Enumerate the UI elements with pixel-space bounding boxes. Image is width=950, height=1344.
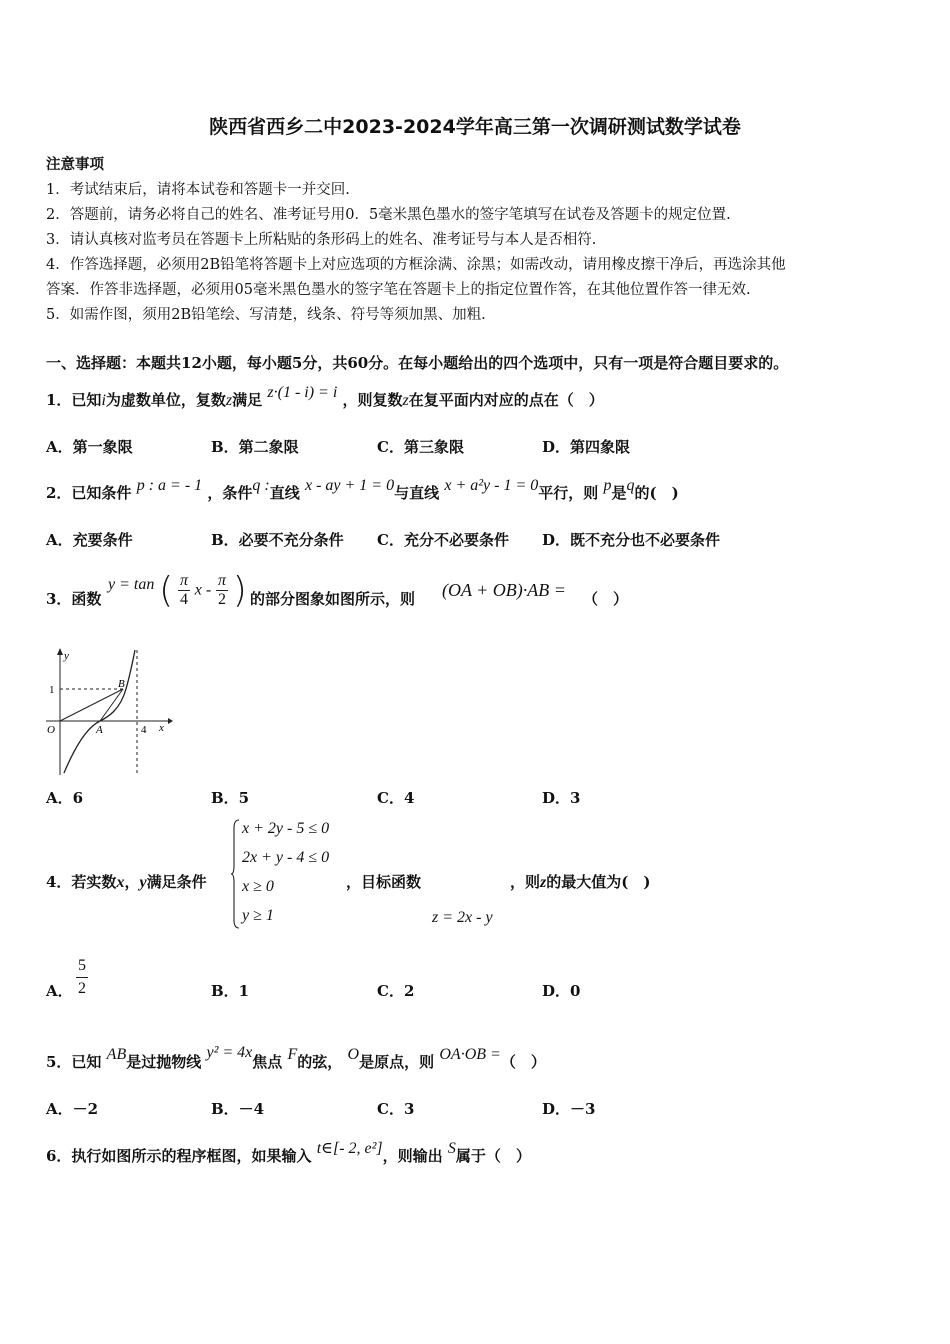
right-paren: ) bbox=[232, 570, 247, 611]
objective-function: z = 2x - y bbox=[432, 909, 493, 926]
denominator: 2 bbox=[217, 591, 226, 608]
graph-O-label: O bbox=[47, 724, 55, 736]
q6-text: 6．执行如图所示的程序框图，如果输入 bbox=[46, 1147, 312, 1165]
q5-text: 的弦， bbox=[297, 1053, 343, 1071]
q5-option-a[interactable]: A．－2 bbox=[46, 1100, 99, 1118]
q2-option-b[interactable]: B．必要不充分条件 bbox=[211, 531, 344, 549]
q1-option-c[interactable]: C．第三象限 bbox=[377, 438, 464, 456]
input-range: t∈[- 2, e²] bbox=[316, 1140, 383, 1157]
segment-OB bbox=[60, 689, 123, 721]
vector-expression: (OA + OB)·AB = bbox=[442, 580, 566, 600]
tan-label: y = tan bbox=[108, 575, 155, 593]
numerator: π bbox=[179, 572, 188, 589]
constraint-1: x + 2y - 5 ≤ 0 bbox=[242, 820, 330, 837]
q2-option-a[interactable]: A．充要条件 bbox=[46, 531, 133, 549]
q5-text: 5．已知 bbox=[46, 1053, 102, 1071]
q3-text-c: （ ） bbox=[583, 590, 629, 608]
question-6 bbox=[46, 1140, 531, 1166]
numerator: 5 bbox=[76, 955, 88, 978]
q2-text: 平行，则 bbox=[538, 484, 599, 502]
note-item: 5．如需作图，须用2B铅笔绘、写清楚，线条、符号等须加黑、加粗. bbox=[46, 307, 486, 323]
condition-q: q : bbox=[252, 477, 270, 494]
q4-option-d[interactable]: D．0 bbox=[542, 982, 581, 1000]
q1-text: 在复平面内对应的点在（ ） bbox=[408, 391, 604, 409]
q1-text: 1．已知 bbox=[46, 391, 102, 409]
dot-product: OA·OB = bbox=[439, 1046, 501, 1063]
q4-text: 满足条件 bbox=[146, 873, 207, 891]
left-paren: ( bbox=[159, 570, 174, 611]
q1-option-d[interactable]: D．第四象限 bbox=[542, 438, 631, 456]
q1-text: 满足 bbox=[232, 391, 263, 409]
q4-option-b[interactable]: B．1 bbox=[211, 982, 250, 1000]
q3-option-b[interactable]: B．5 bbox=[211, 789, 250, 807]
q4-option-c[interactable]: C．2 bbox=[377, 982, 415, 1000]
question-1 bbox=[46, 384, 604, 410]
tan-graph bbox=[40, 645, 175, 780]
q2-option-c[interactable]: C．充分不必要条件 bbox=[377, 531, 509, 549]
line-equation-1: x - ay + 1 = 0 bbox=[304, 477, 395, 494]
origin-O: O bbox=[347, 1046, 360, 1063]
notes-heading: 注意事项 bbox=[46, 156, 104, 173]
q5-text: 是原点，则 bbox=[359, 1053, 435, 1071]
graph-A-label: A bbox=[96, 724, 103, 736]
q5-text: （ ） bbox=[500, 1053, 546, 1071]
var-z: z bbox=[540, 874, 547, 891]
q5-option-d[interactable]: D．－3 bbox=[542, 1100, 596, 1118]
x-axis-arrow bbox=[168, 718, 173, 724]
note-item: 2．答题前，请务必将自己的姓名、准考证号用0．5毫米黑色墨水的签字笔填写在试卷及答题卡的规定位置. bbox=[46, 207, 731, 223]
output-S: S bbox=[447, 1140, 456, 1157]
constraint-3: x ≥ 0 bbox=[242, 878, 274, 895]
option-label: A． bbox=[46, 982, 73, 1000]
system-brace bbox=[230, 818, 240, 930]
denominator: 4 bbox=[179, 591, 188, 608]
question-2 bbox=[46, 477, 679, 503]
var-x: x - bbox=[194, 581, 212, 599]
q2-option-d[interactable]: D．既不充分也不必要条件 bbox=[542, 531, 721, 549]
fraction-pi-4 bbox=[178, 572, 190, 609]
focus-F: F bbox=[287, 1046, 298, 1063]
q5-option-c[interactable]: C．3 bbox=[377, 1100, 415, 1118]
q2-text: 的( ) bbox=[634, 484, 679, 502]
page-title: 陕西省西乡二中2023-2024学年高三第一次调研测试数学试卷 bbox=[209, 116, 741, 138]
q4-text: 4．若实数 bbox=[46, 873, 117, 891]
var-q: q bbox=[626, 477, 635, 494]
var-y: y bbox=[139, 874, 147, 891]
numerator: π bbox=[217, 572, 226, 589]
fraction-pi-2 bbox=[216, 572, 228, 609]
q3-text: 3．函数 bbox=[46, 590, 102, 608]
section-header: 一、选择题：本题共12小题，每小题5分，共60分。在每小题给出的四个选项中，只有一项是符合题目要求的。 bbox=[46, 354, 789, 372]
q1-text: ，则复数 bbox=[342, 391, 403, 409]
note-item: 1．考试结束后，请将本试卷和答题卡一并交回. bbox=[46, 182, 350, 198]
q5-option-b[interactable]: B．－4 bbox=[211, 1100, 265, 1118]
tan-curve bbox=[64, 650, 135, 773]
q2-text: 与直线 bbox=[394, 484, 440, 502]
y-axis-arrow bbox=[57, 648, 63, 655]
q4-text: ， bbox=[124, 873, 140, 891]
q4-text-c: ，目标函数 bbox=[346, 873, 422, 891]
graph-four-label: 4 bbox=[141, 724, 147, 736]
q5-text: 是过抛物线 bbox=[126, 1053, 202, 1071]
q4-text: ，则 bbox=[510, 873, 541, 891]
q1-text: 为虚数单位，复数 bbox=[105, 391, 226, 409]
q2-text: 直线 bbox=[269, 484, 300, 502]
graph-y-label: y bbox=[64, 650, 69, 662]
q3-option-c[interactable]: C．4 bbox=[377, 789, 415, 807]
q3-text-b: 的部分图象如图所示，则 bbox=[250, 590, 416, 608]
parabola-equation: y² = 4x bbox=[206, 1044, 253, 1061]
q6-text: 属于（ ） bbox=[455, 1147, 531, 1165]
var-x: x bbox=[116, 874, 125, 891]
question-5 bbox=[46, 1044, 546, 1072]
q4-option-a[interactable] bbox=[46, 980, 73, 1001]
question-4 bbox=[46, 871, 207, 892]
q4-text-d bbox=[510, 871, 650, 892]
graph-x-label: x bbox=[159, 722, 164, 734]
note-item: 4．作答选择题，必须用2B铅笔将答题卡上对应选项的方框涂满、涂黑；如需改动，请用橡皮擦干净后，再选涂其他 bbox=[46, 257, 786, 273]
q1-equation: z·(1 - i) = i bbox=[267, 384, 338, 401]
q4-option-a-fraction bbox=[76, 955, 88, 1000]
q2-text: 2．已知条件 bbox=[46, 484, 132, 502]
var-z: z bbox=[225, 392, 233, 409]
constraint-2: 2x + y - 4 ≤ 0 bbox=[242, 849, 330, 866]
q2-text: 是 bbox=[611, 484, 627, 502]
var-p: p bbox=[603, 477, 612, 494]
q4-text: 的最大值为( ) bbox=[546, 873, 651, 891]
var-z: z bbox=[402, 392, 409, 409]
imaginary-unit: i bbox=[101, 392, 106, 409]
tan-function bbox=[108, 570, 247, 611]
line-equation-2: x + a²y - 1 = 0 bbox=[444, 477, 539, 494]
q5-text: 焦点 bbox=[252, 1053, 283, 1071]
q1-option-a[interactable]: A．第一象限 bbox=[46, 438, 133, 456]
chord-AB: AB bbox=[106, 1046, 127, 1063]
q1-option-b[interactable]: B．第二象限 bbox=[211, 438, 299, 456]
graph-one-label: 1 bbox=[49, 684, 55, 696]
q6-text: ，则输出 bbox=[382, 1147, 443, 1165]
note-item: 3．请认真核对监考员在答题卡上所粘贴的条形码上的姓名、准考证号与本人是否相符. bbox=[46, 232, 597, 248]
q3-option-d[interactable]: D．3 bbox=[542, 789, 581, 807]
constraint-4: y ≥ 1 bbox=[242, 907, 274, 924]
q3-option-a[interactable]: A．6 bbox=[46, 789, 84, 807]
q2-text: ，条件 bbox=[207, 484, 253, 502]
graph-B-label: B bbox=[118, 678, 125, 690]
condition-p: p : a = - 1 bbox=[136, 477, 203, 494]
denominator: 2 bbox=[78, 980, 86, 997]
question-3 bbox=[46, 588, 101, 609]
note-item: 答案．作答非选择题，必须用05毫米黑色墨水的签字笔在答题卡上的指定位置作答，在其他位置作答一律无效. bbox=[46, 282, 751, 298]
